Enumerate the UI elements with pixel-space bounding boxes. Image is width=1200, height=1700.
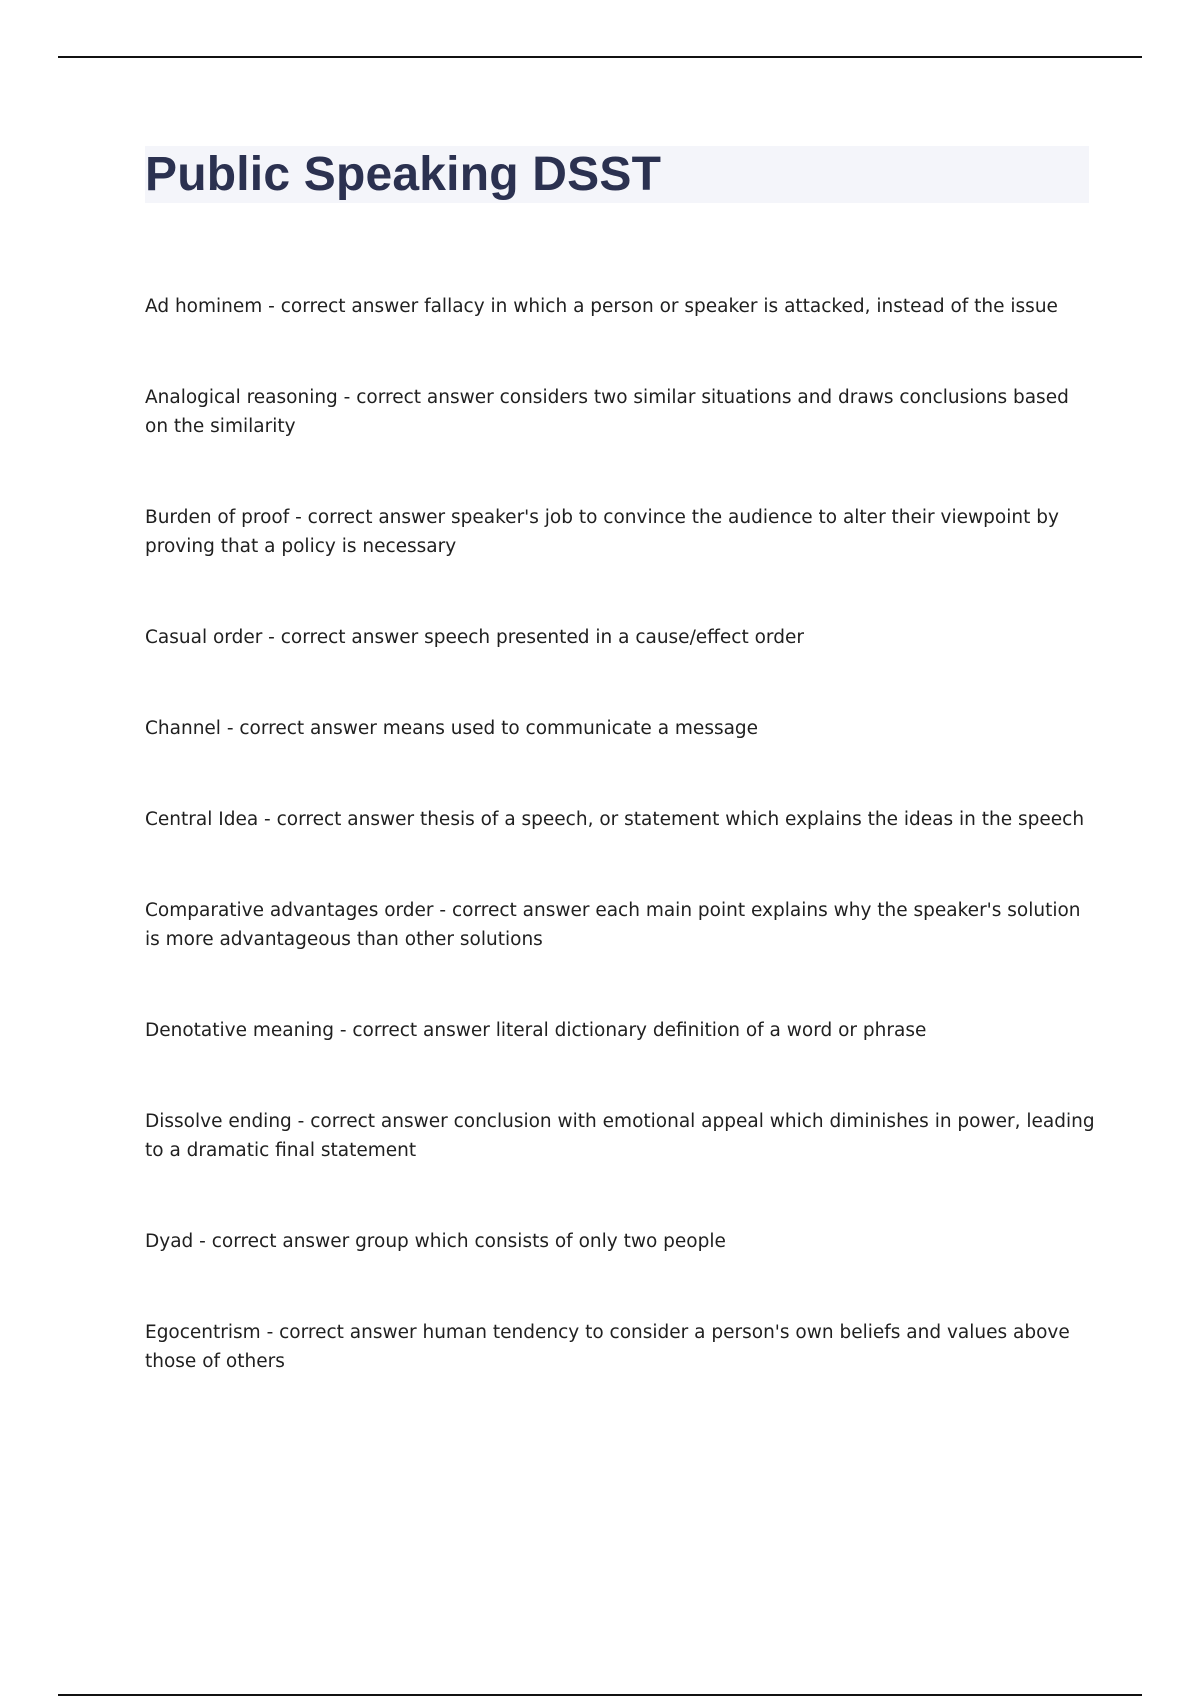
flashcard-entry: Burden of proof - correct answer speaker's job to convince the audience to alter their viewpoint by proving that a policy is necessary	[145, 507, 1059, 557]
top-rule	[58, 56, 1142, 58]
flashcard-entry: Channel - correct answer means used to communicate a message	[145, 718, 759, 739]
flashcard-entry: Dissolve ending - correct answer conclusion with emotional appeal which diminishes in power, leading to a dramatic final statement	[145, 1111, 1095, 1161]
flashcard-entry: Casual order - correct answer speech presented in a cause/effect order	[145, 627, 804, 648]
bottom-rule	[58, 1694, 1142, 1696]
flashcard-list	[145, 292, 1095, 1438]
flashcard-entry: Comparative advantages order - correct answer each main point explains why the speaker's solution is more advantageous than other solutions	[145, 900, 1081, 950]
flashcard-entry: Dyad - correct answer group which consists of only two people	[145, 1231, 726, 1252]
flashcard-entry: Central Idea - correct answer thesis of a speech, or statement which explains the ideas in the speech	[145, 809, 1085, 830]
flashcard-entry: Denotative meaning - correct answer literal dictionary definition of a word or phrase	[145, 1020, 927, 1041]
flashcard-entry: Ad hominem - correct answer fallacy in which a person or speaker is attacked, instead of the issue	[145, 296, 1058, 317]
flashcard-entry: Egocentrism - correct answer human tendency to consider a person's own beliefs and values above those of others	[145, 1322, 1070, 1372]
page-title: Public Speaking DSST	[145, 148, 662, 201]
flashcard-entry: Analogical reasoning - correct answer considers two similar situations and draws conclusions based on the similarity	[145, 387, 1069, 437]
